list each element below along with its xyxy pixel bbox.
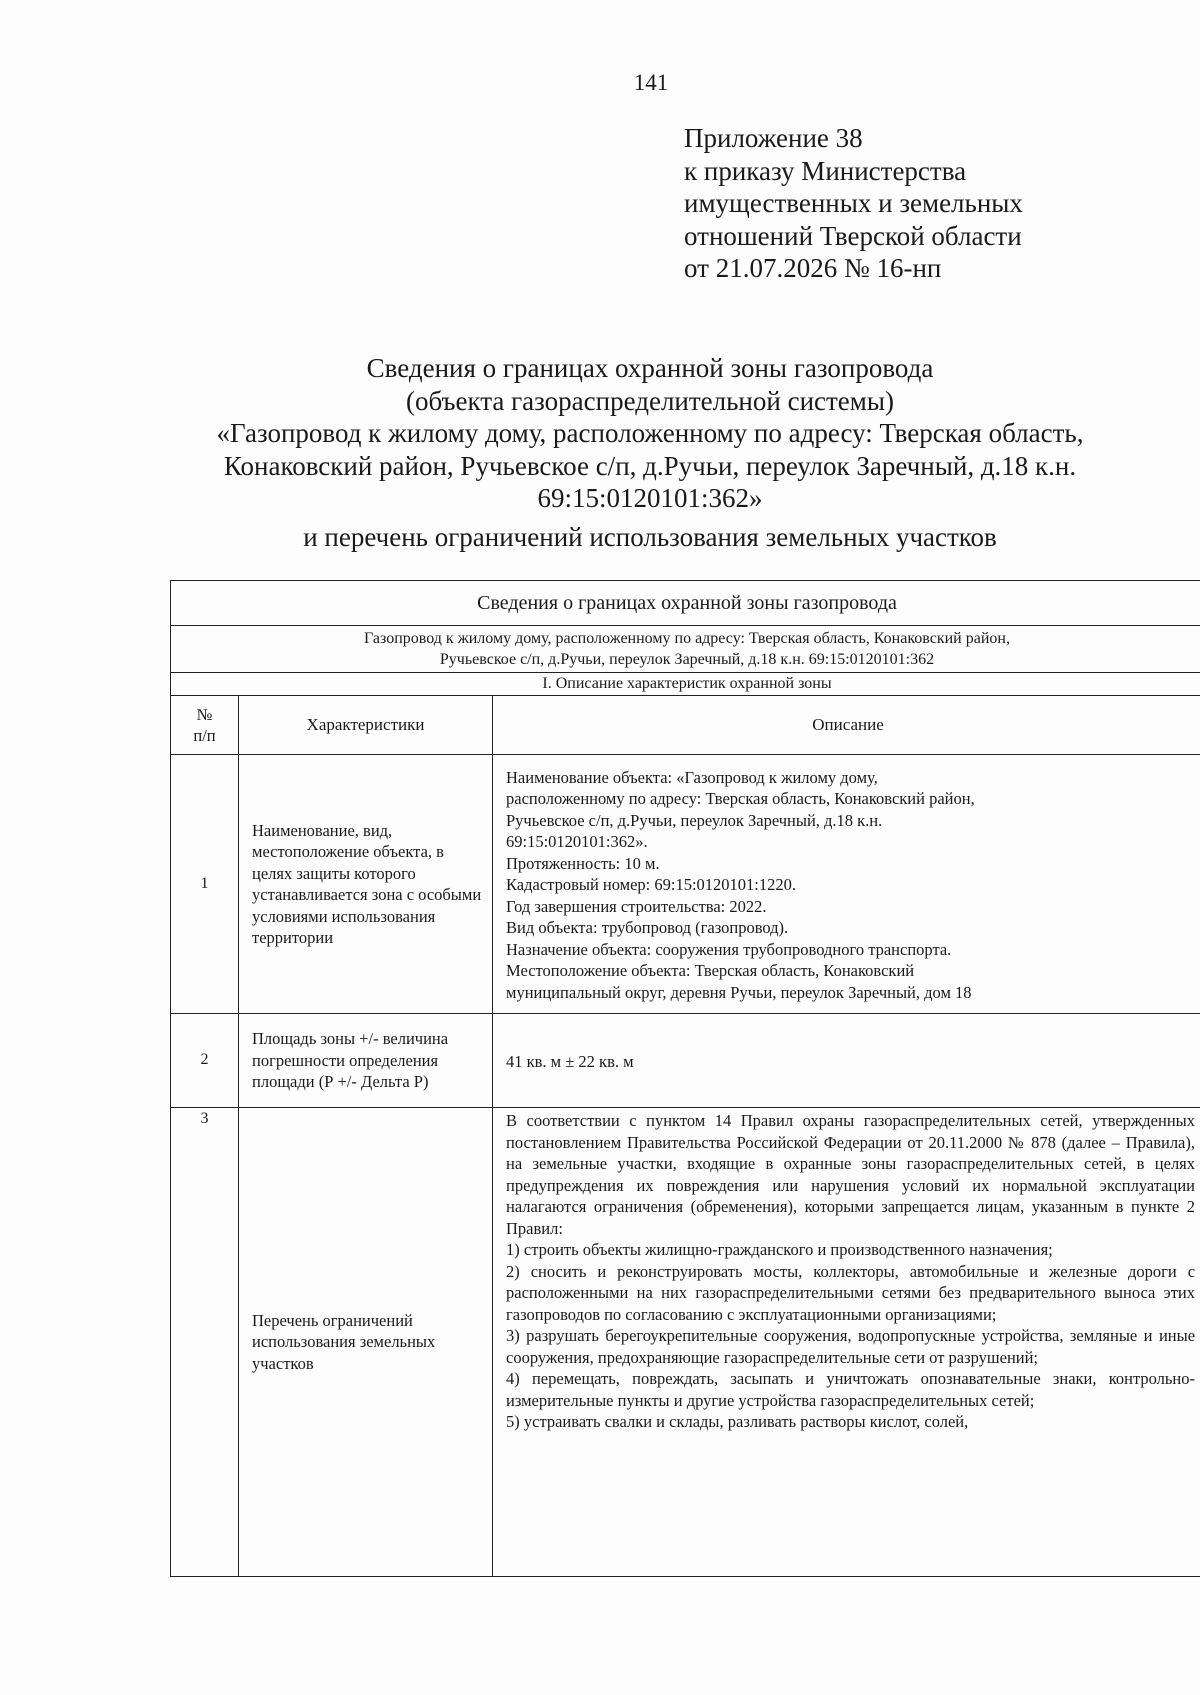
description-line: Назначение объекта: сооружения трубопроводного транспорта. [506, 939, 952, 959]
appendix-line: к приказу Министерства [684, 155, 967, 186]
appendix-line: Приложение 38 [684, 123, 863, 153]
description-line: Протяженность: 10 м. [506, 853, 660, 873]
row-description [493, 755, 1200, 1014]
object-line: Газопровод к жилому дому, расположенному по адресу: Тверская область, Конаковский район, [364, 630, 1010, 647]
description-line: Местоположение объекта: Тверская область, Конаковский [506, 961, 915, 981]
appendix-block [684, 122, 1023, 285]
title-line: Сведения о границах охранной зоны газопровода [366, 353, 934, 383]
header-num [171, 696, 239, 755]
restriction-item: 1) строить объекты жилищно-гражданского и производственного назначения; [506, 1240, 1053, 1259]
row-characteristic: Площадь зоны +/- величина погрешности определения площади (Р +/- Дельта Р) [239, 1014, 493, 1108]
title-line: и перечень ограничений использования земельных участков [303, 521, 997, 552]
header-num-line: п/п [193, 726, 216, 745]
page-number: 141 [633, 70, 669, 95]
table-object-name [171, 626, 1200, 673]
header-description: Описание [493, 696, 1200, 755]
row-number: 2 [171, 1014, 239, 1108]
table-row [171, 755, 1200, 1014]
title-line: (объекта газораспределительной системы) [405, 385, 895, 416]
restriction-item: 5) устраивать свалки и склады, разливать растворы кислот, солей, [506, 1412, 969, 1431]
document-title [120, 352, 1180, 553]
description-line: Ручьевское с/п, д.Ручьи, переулок Заречный, д.18 к.н. [506, 810, 883, 830]
description-line: расположенному по адресу: Тверская область, Конаковский район, [506, 789, 975, 809]
appendix-line: от 21.07.2026 № 16-нп [684, 253, 942, 283]
description-line: 69:15:0120101:362». [506, 832, 648, 852]
description-line: Кадастровый номер: 69:15:0120101:1220. [506, 875, 797, 895]
restriction-item: 3) разрушать берегоукрепительные сооружения, водопропускные устройства, земляные и иные сооружения, предохраняющие газораспределительные сети от разрушений; [506, 1326, 1196, 1367]
table-row [171, 1108, 1200, 1577]
row-number: 1 [171, 755, 239, 1014]
section-heading: I. Описание характеристик охранной зоны [171, 673, 1200, 696]
restriction-item: 4) перемещать, повреждать, засыпать и уничтожать опознавательные знаки, контрольно-измерительные пункты и другие устройства газораспределительных сетей; [506, 1369, 1196, 1410]
table-row [171, 1014, 1200, 1108]
appendix-line: имущественных и земельных [684, 188, 1023, 218]
description-line: муниципальный округ, деревня Ручьи, переулок Заречный, дом 18 [506, 982, 972, 1002]
restrictions-intro: В соответствии с пунктом 14 Правил охраны газораспределительных сетей, утвержденных постановлением Правительства Российской Федерации от 20.11.2000 № 878 (далее – Правила), на земельные участки, входящие в охранные зоны газораспределительных сетей, в целях предупреждения их повреждения или нарушения условий их нормальной эксплуатации налагаются ограничения (обременения), которыми запрещается лицам, указанным в пункте 2 Правил: [506, 1111, 1196, 1238]
header-num-line: № [196, 705, 213, 724]
title-line: 69:15:0120101:362» [537, 483, 763, 513]
row-description [493, 1108, 1200, 1577]
row-description: 41 кв. м ± 22 кв. м [493, 1014, 1200, 1108]
row-number: 3 [171, 1108, 239, 1577]
zone-table [170, 580, 1200, 1577]
appendix-line: отношений Тверской области [684, 220, 1022, 251]
description-line: Наименование объекта: «Газопровод к жилому дому, [506, 767, 878, 787]
title-line: Конаковский район, Ручьевское с/п, д.Ручьи, переулок Заречный, д.18 к.н. [223, 450, 1077, 481]
description-line: Вид объекта: трубопровод (газопровод). [506, 918, 789, 938]
row-characteristic: Наименование, вид, местоположение объекта, в целях защиты которого устанавливается зона с особыми условиями использования территории [239, 755, 493, 1014]
description-line: Год завершения строительства: 2022. [506, 896, 767, 916]
row-characteristic: Перечень ограничений использования земельных участков [239, 1108, 493, 1577]
header-characteristic: Характеристики [239, 696, 493, 755]
table-title: Сведения о границах охранной зоны газопровода [171, 581, 1200, 626]
object-line: Ручьевское с/п, д.Ручьи, переулок Заречный, д.18 к.н. 69:15:0120101:362 [439, 651, 935, 668]
restriction-item: 2) сносить и реконструировать мосты, коллекторы, автомобильные и железные дороги с расположенными на них газораспределительными сетями без предварительного выноса этих газопроводов по согласованию с эксплуатационными организациями; [506, 1261, 1196, 1324]
title-line: «Газопровод к жилому дому, расположенному по адресу: Тверская область, [216, 418, 1084, 448]
